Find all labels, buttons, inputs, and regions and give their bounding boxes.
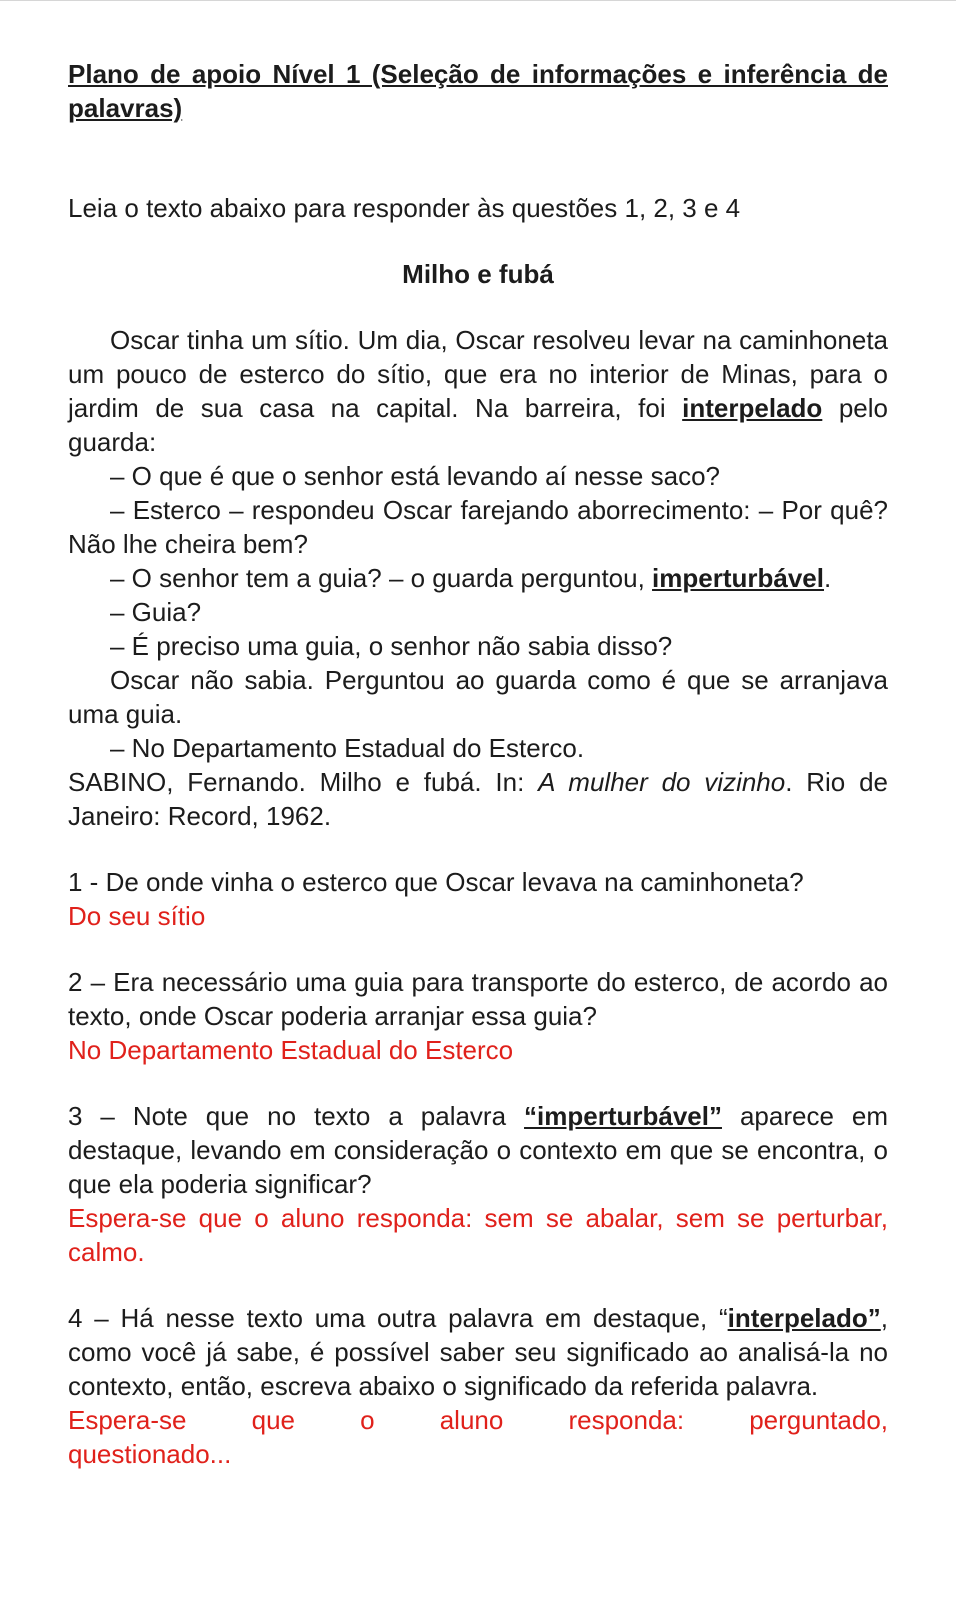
answer-text: Espera-se que o aluno responda: perguntado, <box>68 1405 888 1435</box>
citation: SABINO, Fernando. Milho e fubá. In: A mulher do vizinho. Rio de Janeiro: Record, 1962. <box>68 767 888 831</box>
question-text: 1 - De onde vinha o esterco que Oscar levava na caminhoneta? <box>68 867 804 897</box>
answer-text: questionado... <box>68 1439 232 1469</box>
answer-text: No Departamento Estadual do Esterco <box>68 1035 514 1065</box>
question-text: 2 – Era necessário uma guia para transporte do esterco, de acordo ao texto, onde Oscar poderia arranjar essa guia? <box>68 967 888 1031</box>
keyword-imperturbavel: “imperturbável” <box>524 1101 722 1131</box>
page-title: Plano de apoio Nível 1 (Seleção de informações e inferência de palavras) <box>68 59 888 123</box>
story-paragraph-1: Oscar tinha um sítio. Um dia, Oscar resolveu levar na caminhoneta um pouco de esterco do sítio, que era no interior de Minas, para o jardim de sua casa na capital. Na barreira, foi interpelado pelo guarda: <box>68 325 889 457</box>
keyword-interpelado: interpelado” <box>727 1303 881 1333</box>
instructions: Leia o texto abaixo para responder às questões 1, 2, 3 e 4 <box>68 193 741 223</box>
question-text: 4 – Há nesse texto uma outra palavra em destaque, “interpelado”, como você já sabe, é possível saber seu significado ao analisá-la no contexto, então, escreva abaixo o significado da referida palavra. <box>68 1303 888 1401</box>
citation-book-title: A mulher do vizinho <box>538 767 786 797</box>
dialogue-line: – Guia? <box>110 597 202 627</box>
answer-text: Do seu sítio <box>68 901 206 931</box>
story-title: Milho e fubá <box>402 259 554 289</box>
question-3 <box>68 1099 888 1269</box>
dialogue-line: – É preciso uma guia, o senhor não sabia disso? <box>110 631 673 661</box>
dialogue-line: – No Departamento Estadual do Esterco. <box>110 733 585 763</box>
story-paragraph-2: Oscar não sabia. Perguntou ao guarda como é que se arranjava uma guia. <box>68 665 888 729</box>
dialogue-line: – O que é que o senhor está levando aí nesse saco? <box>110 461 720 491</box>
dialogue-line: – O senhor tem a guia? – o guarda perguntou, imperturbável. <box>110 563 832 593</box>
dialogue-line: – Esterco – respondeu Oscar farejando aborrecimento: – Por quê? Não lhe cheira bem? <box>68 495 888 559</box>
question-1 <box>68 865 888 933</box>
document-content <box>68 57 888 1471</box>
question-4 <box>68 1301 888 1471</box>
keyword-imperturbavel: imperturbável <box>652 563 824 593</box>
answer-text: Espera-se que o aluno responda: sem se abalar, sem se perturbar, calmo. <box>68 1203 888 1267</box>
keyword-interpelado: interpelado <box>682 393 823 423</box>
question-text: 3 – Note que no texto a palavra “imperturbável” aparece em destaque, levando em consideração o contexto em que se encontra, o que ela poderia significar? <box>68 1101 889 1199</box>
story-text <box>68 323 888 833</box>
question-2 <box>68 965 888 1067</box>
